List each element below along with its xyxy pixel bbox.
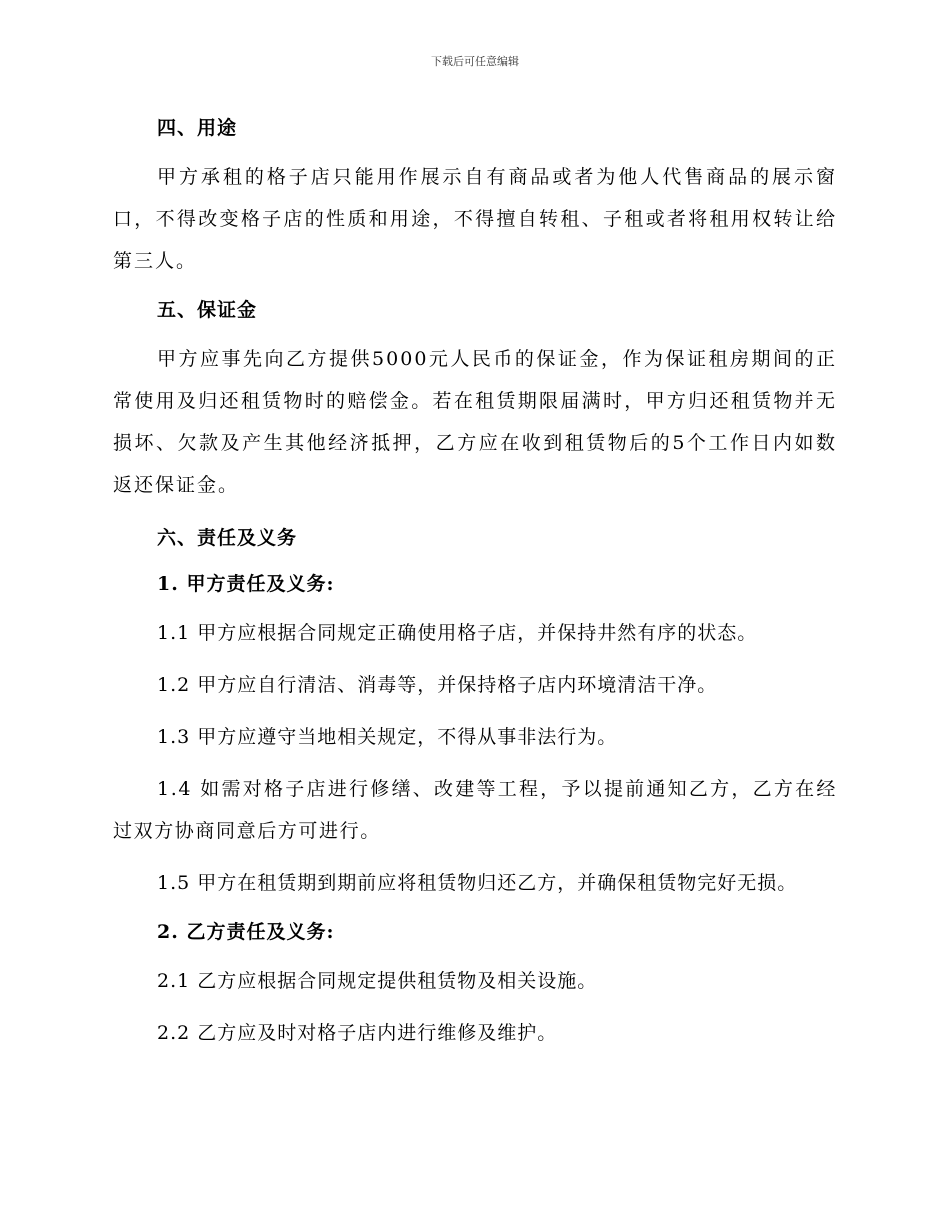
party-b-heading: 2. 乙方责任及义务: bbox=[157, 921, 335, 943]
party-a-item: 1.1 甲方应根据合同规定正确使用格子店，并保持井然有序的状态。 bbox=[157, 622, 758, 644]
party-a-item: 1.4 如需对格子店进行修缮、改建等工程，予以提前通知乙方，乙方在经过双方协商同意后方可进行。 bbox=[113, 778, 837, 842]
page-header: 下载后可任意编辑 bbox=[431, 55, 519, 68]
party-a-item: 1.2 甲方应自行清洁、消毒等，并保持格子店内环境清洁干净。 bbox=[157, 674, 718, 696]
document-body bbox=[113, 110, 837, 1054]
party-a-heading: 1. 甲方责任及义务: bbox=[157, 573, 335, 595]
section-heading-duties: 六、责任及义务 bbox=[157, 527, 298, 549]
deposit-paragraph: 甲方应事先向乙方提供5000元人民币的保证金，作为保证租房期间的正常使用及归还租赁物时的赔偿金。若在租赁期限届满时，甲方归还租赁物并无损坏、欠款及产生其他经济抵押，乙方应在收到租赁物后的5个工作日内如数返还保证金。 bbox=[113, 348, 837, 496]
usage-paragraph: 甲方承租的格子店只能用作展示自有商品或者为他人代售商品的展示窗口，不得改变格子店的性质和用途，不得擅自转租、子租或者将租用权转让给第三人。 bbox=[113, 166, 837, 272]
section-heading-usage: 四、用途 bbox=[157, 117, 238, 139]
party-a-item: 1.5 甲方在租赁期到期前应将租赁物归还乙方，并确保租赁物完好无损。 bbox=[157, 872, 798, 894]
section-heading-deposit: 五、保证金 bbox=[157, 299, 258, 321]
party-b-item: 2.2 乙方应及时对格子店内进行维修及维护。 bbox=[157, 1022, 558, 1044]
party-a-item: 1.3 甲方应遵守当地相关规定，不得从事非法行为。 bbox=[157, 726, 618, 748]
party-b-item: 2.1 乙方应根据合同规定提供租赁物及相关设施。 bbox=[157, 970, 598, 992]
